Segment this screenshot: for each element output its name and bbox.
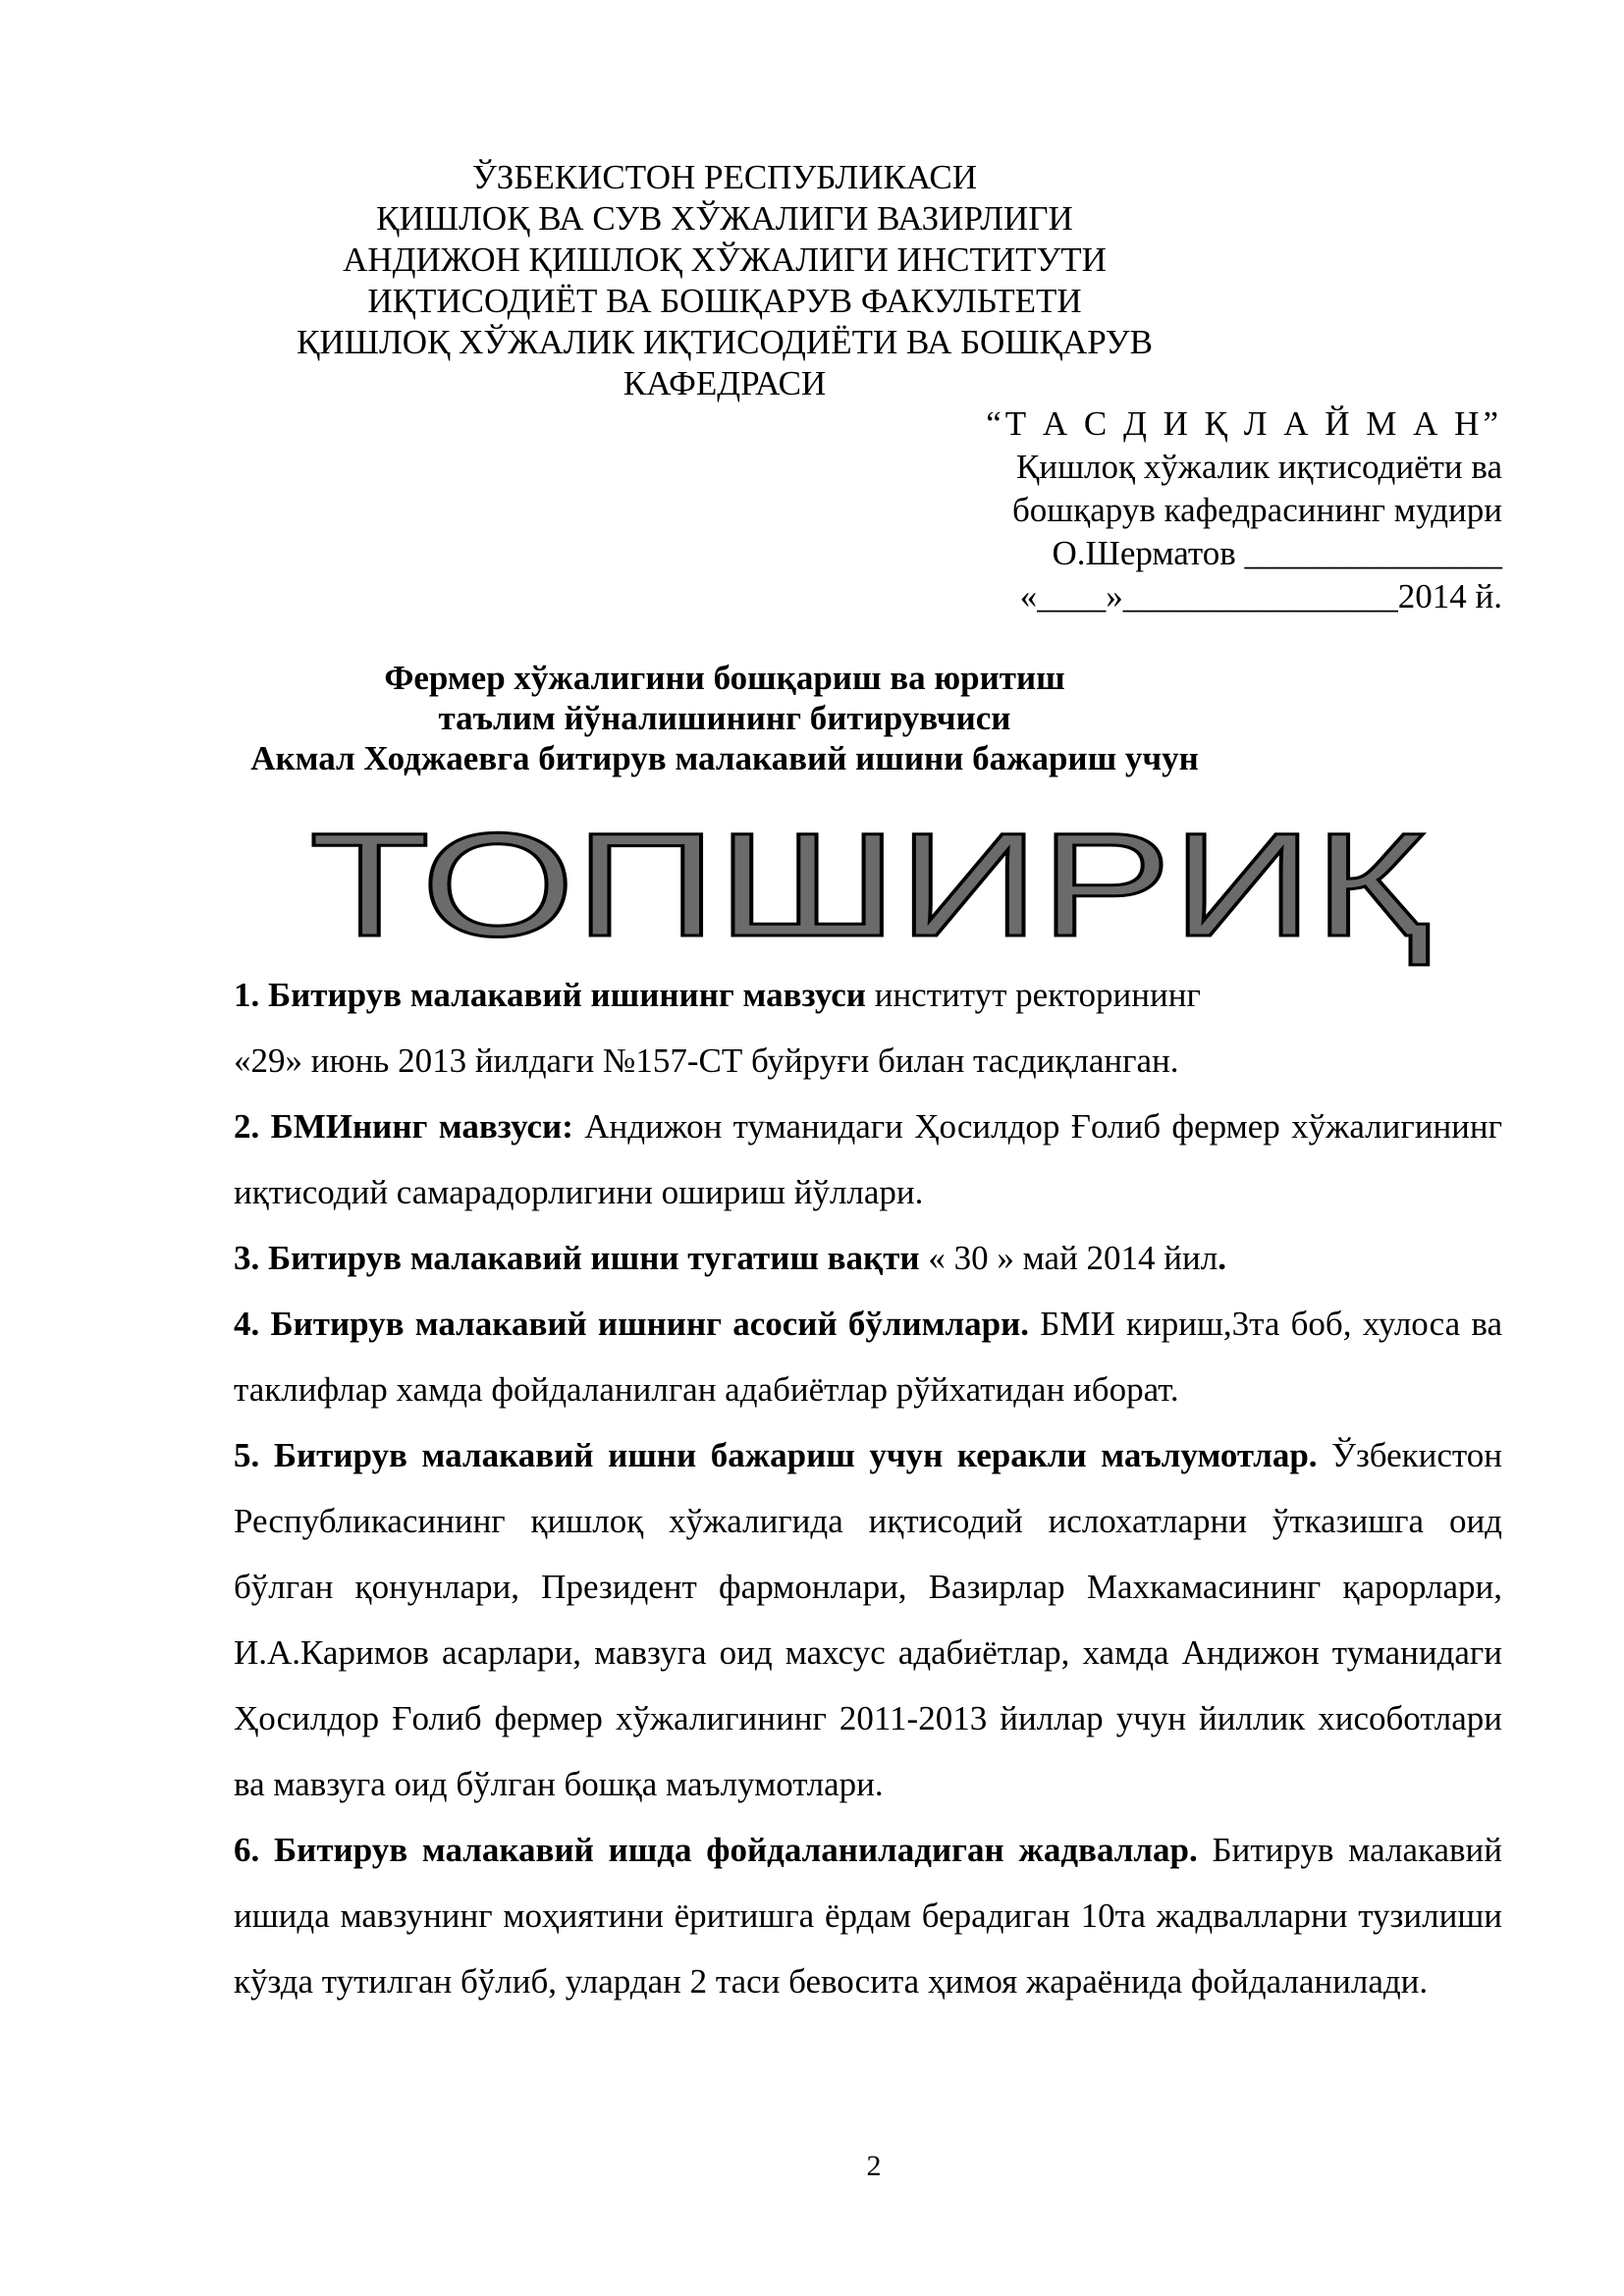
header-line-department-end: КАФЕДРАСИ <box>623 364 827 402</box>
task-item-2-heading: 2. БМИнинг мавзуси: <box>234 1107 573 1146</box>
task-item-4-text: БМИ кириш,3та боб, хулоса ва таклифлар хамда фойдаланилган адабиётлар рўйхатидан иборат. <box>234 1305 1502 1409</box>
approval-title: “Т А С Д И Қ Л А Й М А Н” <box>986 404 1502 443</box>
header-line-faculty: ИҚТИСОДИЁТ ВА БОШҚАРУВ ФАКУЛЬТЕТИ <box>367 282 1082 320</box>
task-items <box>234 962 1502 2014</box>
task-item-1-heading: 1. Битирув малакавий ишининг мавзуси <box>234 976 866 1014</box>
approval-line-2: бошқарув кафедрасининг мудири <box>1012 491 1502 529</box>
task-item-3-heading: 3. Битирув малакавий ишни тугатиш вақти <box>234 1239 920 1277</box>
subject-line-3: Акмал Ходжаевга битирув малакавий ишини бажариш учун <box>250 739 1199 777</box>
approval-line-1: Қишлоқ хўжалик иқтисодиёти ва <box>1016 448 1502 486</box>
task-item-3-text: « 30 » май 2014 йил <box>919 1239 1218 1277</box>
task-item-3-period: . <box>1218 1239 1226 1277</box>
task-item-5 <box>234 1422 1502 1817</box>
subject-line-2: таълим йўналишининг битирувчиси <box>438 699 1011 737</box>
task-item-6 <box>234 1817 1502 2014</box>
task-item-4-heading: 4. Битирув малакавий ишнинг асосий бўлимлари. <box>234 1305 1030 1343</box>
task-item-1-text: институт ректорининг <box>865 976 1201 1014</box>
task-item-5-heading: 5. Битирув малакавий ишни бажариш учун керакли маълумотлар. <box>234 1436 1318 1474</box>
task-item-1-text-line2: «29» июнь 2013 йилдаги №157-СТ буйруғи билан тасдиқланган. <box>234 1041 1179 1080</box>
header-line-country: ЎЗБЕКИСТОН РЕСПУБЛИКАСИ <box>472 158 977 196</box>
institution-header <box>0 157 1449 404</box>
subject-line-1: Фермер хўжалигини бошқариш ва юритиш <box>384 659 1065 697</box>
approval-block <box>972 402 1502 618</box>
task-item-2-text: Андижон туманидаги Ҳосилдор Ғолиб фермер хўжалигининг иқтисодий самарадорлигини ошириш йўллари. <box>234 1107 1502 1211</box>
big-title-wordart <box>285 820 1453 977</box>
task-item-1 <box>234 962 1502 1094</box>
header-line-ministry: ҚИШЛОҚ ВА СУВ ХЎЖАЛИГИ ВАЗИРЛИГИ <box>376 199 1073 238</box>
task-item-6-heading: 6. Битирув малакавий ишда фойдаланиладиган жадваллар. <box>234 1831 1198 1869</box>
subject-block <box>0 658 1449 778</box>
header-line-department: ҚИШЛОҚ ХЎЖАЛИК ИҚТИСОДИЁТИ ВА БОШҚАРУВ <box>297 323 1153 361</box>
big-title-text: ТОПШИРИҚ <box>309 820 1429 967</box>
task-item-5-text: Ўзбекистон Республикасининг қишлоқ хўжалигида иқтисодий ислохатларни ўтказишга оид бўлган қонунлари, Президент фармонлари, Вазирлар Махкамасининг қарорлари, И.А.Каримов асарлари, мавзуга оид махсус адабиётлар, хамда Андижон туманидаги Ҳосилдор Ғолиб фермер хўжалигининг 2011-2013 йиллар учун йиллик хисоботлари ва мавзуга оид бўлган бошқа маълумотлари. <box>234 1436 1502 1803</box>
task-item-4 <box>234 1291 1502 1422</box>
approval-signature-line: О.Шерматов _______________ <box>1052 534 1502 572</box>
task-item-6-text: Битирув малакавий ишида мавзунинг моҳиятини ёритишга ёрдам берадиган 10та жадвалларни тузилиши кўзда тутилган бўлиб, улардан 2 таси бевосита ҳимоя жараёнида фойдаланилади. <box>234 1831 1502 2001</box>
header-line-institute: АНДИЖОН ҚИШЛОҚ ХЎЖАЛИГИ ИНСТИТУТИ <box>343 240 1107 279</box>
task-item-3 <box>234 1225 1502 1291</box>
big-title-svg <box>285 820 1453 977</box>
task-item-2 <box>234 1094 1502 1225</box>
approval-date-line: «____»________________2014 й. <box>1019 577 1502 615</box>
page-number: 2 <box>866 2150 882 2182</box>
